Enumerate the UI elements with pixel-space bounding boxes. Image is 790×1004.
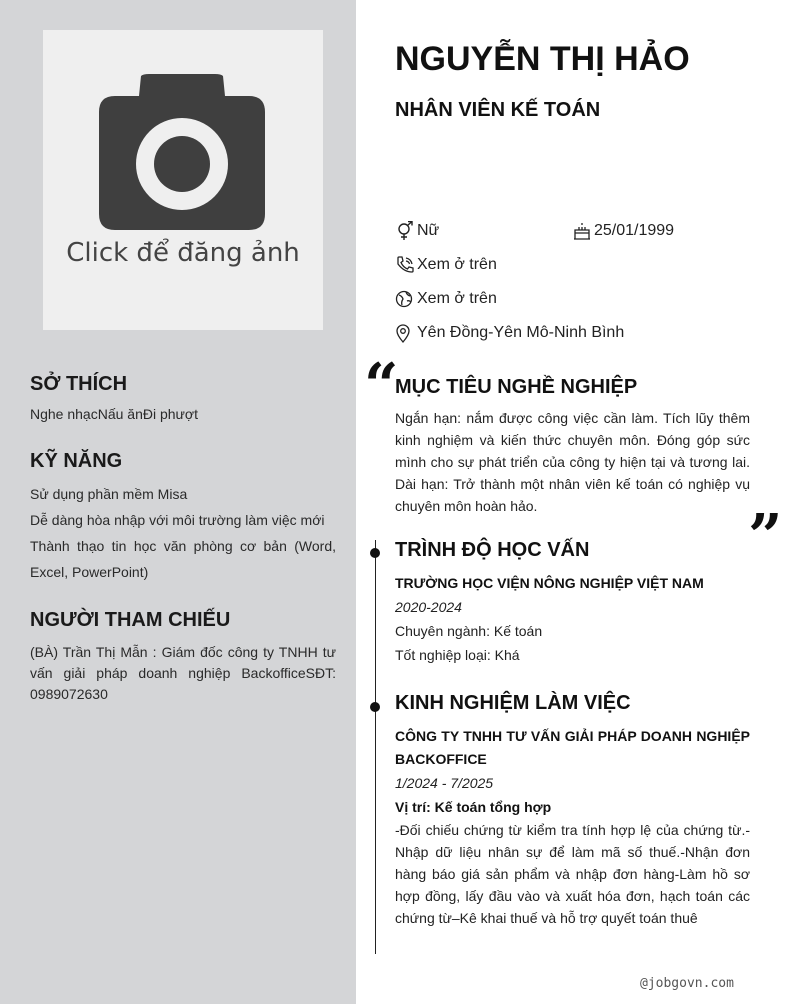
hobby-item: Đi phượt [142,406,198,422]
references-section [30,609,336,705]
skill-item: Sử dụng phần mềm Misa [30,486,188,502]
education-period: 2020-2024 [395,599,462,615]
education-title: TRÌNH ĐỘ HỌC VẤN [395,539,590,561]
birthday-value: 25/01/1999 [594,222,675,239]
hobbies-title: SỞ THÍCH [30,373,128,395]
birthday-row [572,221,674,241]
phone-value: Xem ở trên [417,256,497,273]
birthday-cake-icon [572,221,592,241]
school-name: TRƯỜNG HỌC VIỆN NÔNG NGHIỆP VIỆT NAM [395,575,704,591]
location-pin-icon [395,323,415,343]
objective-text: Ngắn hạn: nắm được công việc cần làm. Tích lũy thêm kinh nghiệm và kiến thức chuyên môn. Đóng góp sức mình cho sự phát triển của công ty hiện tại và tương lai. Dài hạn: Trở thành một nhân viên kế toán có nghiệp vụ chuyên môn hoàn hảo. [395,410,750,514]
website-row [395,289,497,309]
gender-value: Nữ [417,222,440,239]
experience-period: 1/2024 - 7/2025 [395,775,494,791]
skills-section [30,450,336,585]
experience-role: Vị trí: Kế toán tổng hợp [395,799,552,815]
gender-row [395,221,439,241]
reference-text: (BÀ) Trần Thị Mẫn : Giám đốc công ty TNHH tư vấn giải pháp doanh nghiệp BackofficeSĐT: 0989072630 [30,644,336,702]
company-name: CÔNG TY TNHH TƯ VẤN GIẢI PHÁP DOANH NGHIỆP BACKOFFICE [395,728,750,767]
hobbies-list [30,404,336,425]
phone-icon [395,255,415,275]
phone-row [395,255,497,275]
timeline-line [375,540,376,954]
camera-icon [99,74,267,232]
education-grade: Tốt nghiệp loại: Khá [395,647,520,663]
objective-title: MỤC TIÊU NGHỀ NGHIỆP [395,376,638,398]
hobby-item: Nghe nhạc [30,406,98,422]
quote-close-mark: ” [748,502,783,572]
timeline-dot [370,702,380,712]
objective-section [395,376,750,517]
education-section [395,539,750,667]
skills-list [30,481,336,585]
photo-caption: Click để đăng ảnh [66,238,300,268]
skill-item: Thành thạo tin học văn phòng cơ bản (Word, Excel, PowerPoint) [30,538,336,580]
photo-upload[interactable] [43,30,323,330]
experience-section [395,692,750,929]
address-row [395,323,624,343]
globe-icon [395,289,415,309]
job-title: NHÂN VIÊN KẾ TOÁN [395,99,601,121]
watermark: @jobgovn.com [640,976,734,991]
full-name: NGUYỄN THỊ HẢO [395,40,690,78]
timeline-dot [370,548,380,558]
address-value: Yên Đồng-Yên Mô-Ninh Bình [417,324,625,341]
experience-description: -Đối chiếu chứng từ kiểm tra tính hợp lệ của chứng từ.-Nhập dữ liệu nhân sự để làm mã số thuế.-Nhận đơn hàng báo giá sản phẩm và nhập đơn hàng-Làm hồ sơ hợp đồng, lấy đầu vào và xuất hóa đơn, hạch toán các chứng từ–Kê khai thuế và hỗ trợ quyết toán thuê [395,822,750,926]
skill-item: Dễ dàng hòa nhập với môi trường làm việc mới [30,512,325,528]
hobbies-section [30,373,336,425]
hobby-item: Nấu ăn [97,406,143,422]
experience-title: KINH NGHIỆM LÀM VIỆC [395,692,631,714]
education-major: Chuyên ngành: Kế toán [395,623,543,639]
skills-title: KỸ NĂNG [30,450,123,472]
website-value: Xem ở trên [417,290,497,307]
quote-open-mark: “ [364,351,399,421]
references-title: NGƯỜI THAM CHIẾU [30,609,231,631]
gender-icon [395,221,415,241]
